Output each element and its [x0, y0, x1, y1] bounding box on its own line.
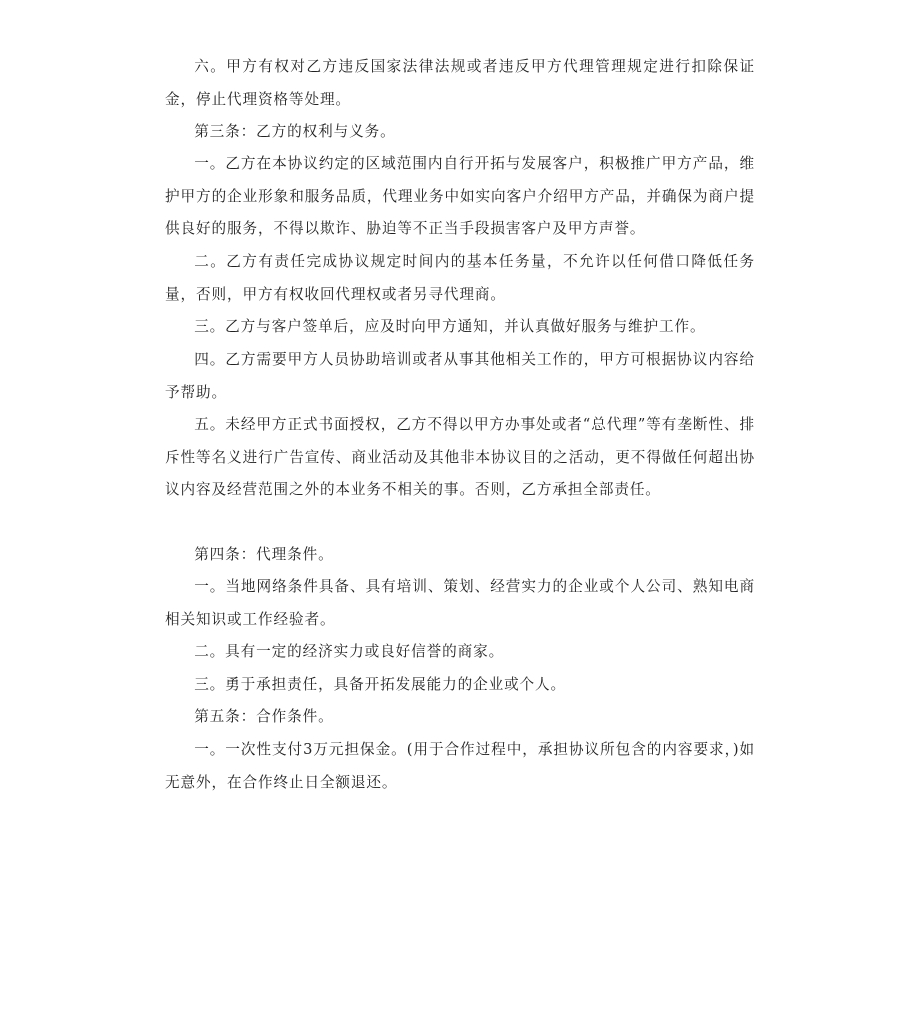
- paragraph-agency-condition-2: 二。具有一定的经济实力或良好信誉的商家。: [194, 643, 505, 660]
- paragraph-party-b-item-2: 二。乙方有责任完成协议规定时间内的基本任务量，不允许以任何借口降低任务量，否则，甲方有权收回代理权或者另寻代理商。: [165, 253, 755, 303]
- section-heading-article-4: 第四条：代理条件。: [194, 546, 334, 563]
- paragraph-agency-condition-3: 三。勇于承担责任，具备开拓发展能力的企业或个人。: [194, 676, 567, 693]
- paragraph-party-b-item-4: 四。乙方需要甲方人员协助培训或者从事其他相关工作的，甲方可根据协议内容给予帮助。: [165, 351, 755, 401]
- paragraph-party-b-item-5: 五。未经甲方正式书面授权，乙方不得以甲方办事处或者“总代理”等有垄断性、排斥性等名义进行广告宣传、商业活动及其他非本协议目的之活动，更不得做任何超出协议内容及经营范围之外的本业务不相关的事。否则，乙方承担全部责任。: [165, 416, 755, 499]
- paragraph-agency-condition-1: 一。当地网络条件具备、具有培训、策划、经营实力的企业或个人公司、熟知电商相关知识或工作经验者。: [165, 578, 755, 628]
- paragraph-cooperation-condition-1: 一。一次性支付3万元担保金。(用于合作过程中，承担协议所包含的内容要求，)如无意外，在合作终止日全额退还。: [165, 741, 755, 791]
- paragraph-clause-6-deposit: 六。甲方有权对乙方违反国家法律法规或者违反甲方代理管理规定进行扣除保证金，停止代理资格等处理。: [165, 58, 755, 108]
- paragraph-party-b-item-3: 三。乙方与客户签单后，应及时向甲方通知，并认真做好服务与维护工作。: [194, 318, 706, 335]
- section-heading-article-3: 第三条：乙方的权利与义务。: [194, 123, 396, 140]
- section-heading-article-5: 第五条：合作条件。: [194, 708, 334, 725]
- paragraph-party-b-item-1: 一。乙方在本协议约定的区域范围内自行开拓与发展客户，积极推广甲方产品，维护甲方的企业形象和服务品质，代理业务中如实向客户介绍甲方产品，并确保为商户提供良好的服务，不得以欺诈、胁迫等不正当手段损害客户及甲方声誉。: [165, 155, 755, 238]
